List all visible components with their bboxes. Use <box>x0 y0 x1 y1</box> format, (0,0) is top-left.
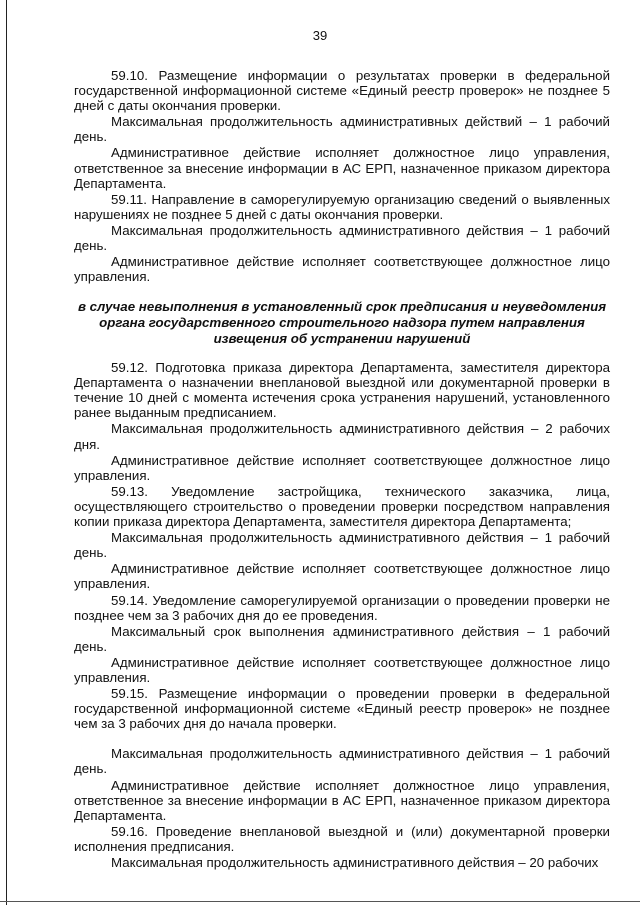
paragraph-duration: Максимальная продолжительность административных действий – 1 рабочий день. <box>74 114 610 145</box>
paragraph-executor: Административное действие исполняет должностное лицо управления, ответственное за внесение информации в АС ЕРП, назначенное приказом директора Департамента. <box>74 145 610 191</box>
spacer <box>74 346 610 360</box>
document-body <box>74 68 610 871</box>
paragraph-executor: Административное действие исполняет соответствующее должностное лицо управления. <box>74 654 610 685</box>
paragraph-duration-cut: Максимальная продолжительность административного действия – 20 рабочих <box>111 855 599 870</box>
paragraph-59-13: 59.13. Уведомление застройщика, технического заказчика, лица, осуществляющего строительство о проведении проверки посредством направления копии приказа директора Департамента, заместителя директора Департамента; <box>74 483 610 530</box>
paragraph-executor: Административное действие исполняет соответствующее должностное лицо управления. <box>74 254 610 285</box>
paragraph-duration: Максимальная продолжительность административного действия – 1 рабочий день. <box>74 746 610 777</box>
paragraph-59-11: 59.11. Направление в саморегулируемую организацию сведений о выявленных нарушениях не позднее 5 дней с даты окончания проверки. <box>74 191 610 222</box>
page-number: 39 <box>312 28 328 43</box>
paragraph-duration: Максимальная продолжительность административного действия – 2 рабочих дня. <box>74 421 610 452</box>
paragraph-executor: Административное действие исполняет соответствующее должностное лицо управления. <box>74 452 610 483</box>
paragraph-executor: Административное действие исполняет соответствующее должностное лицо управления. <box>74 561 610 592</box>
paragraph-59-15: 59.15. Размещение информации о проведении проверки в федеральной государственной информационной системе «Единый реестр проверок» не позднее чем за 3 рабочих дня до начала проверки. <box>74 686 610 732</box>
paragraph-59-14: 59.14. Уведомление саморегулируемой организации о проведении проверки не позднее чем за 3 рабочих дня до ее проведения. <box>74 592 610 623</box>
scan-edge-line <box>6 0 7 905</box>
paragraph-max-term: Максимальный срок выполнения административного действия – 1 рабочий день. <box>74 623 610 654</box>
paragraph-executor: Административное действие исполняет должностное лицо управления, ответственное за внесение информации в АС ЕРП, назначенное приказом директора Департамента. <box>74 777 610 823</box>
spacer <box>74 732 610 746</box>
paragraph-59-16: 59.16. Проведение внеплановой выездной и (или) документарной проверки исполнения предписания. <box>74 823 610 854</box>
paragraph-59-10: 59.10. Размещение информации о результатах проверки в федеральной государственной информационной системе «Единый реестр проверок» не позднее 5 дней с даты окончания проверки. <box>74 68 610 114</box>
paragraph-59-12: 59.12. Подготовка приказа директора Департамента, заместителя директора Департамента о назначении внеплановой выездной или документарной проверки в течение 10 дней с момента истечения срока устранения нарушений, установленного ранее выданным предписанием. <box>74 360 610 421</box>
spacer <box>74 285 610 299</box>
section-heading: в случае невыполнения в установленный срок предписания и неуведомления органа государственного строительного надзора путем направления извещения об устранении нарушений <box>77 299 607 346</box>
scan-bottom-line <box>0 901 640 902</box>
paragraph-duration: Максимальная продолжительность административного действия – 1 рабочий день. <box>74 530 610 561</box>
paragraph-duration: Максимальная продолжительность административного действия – 1 рабочий день. <box>74 222 610 254</box>
